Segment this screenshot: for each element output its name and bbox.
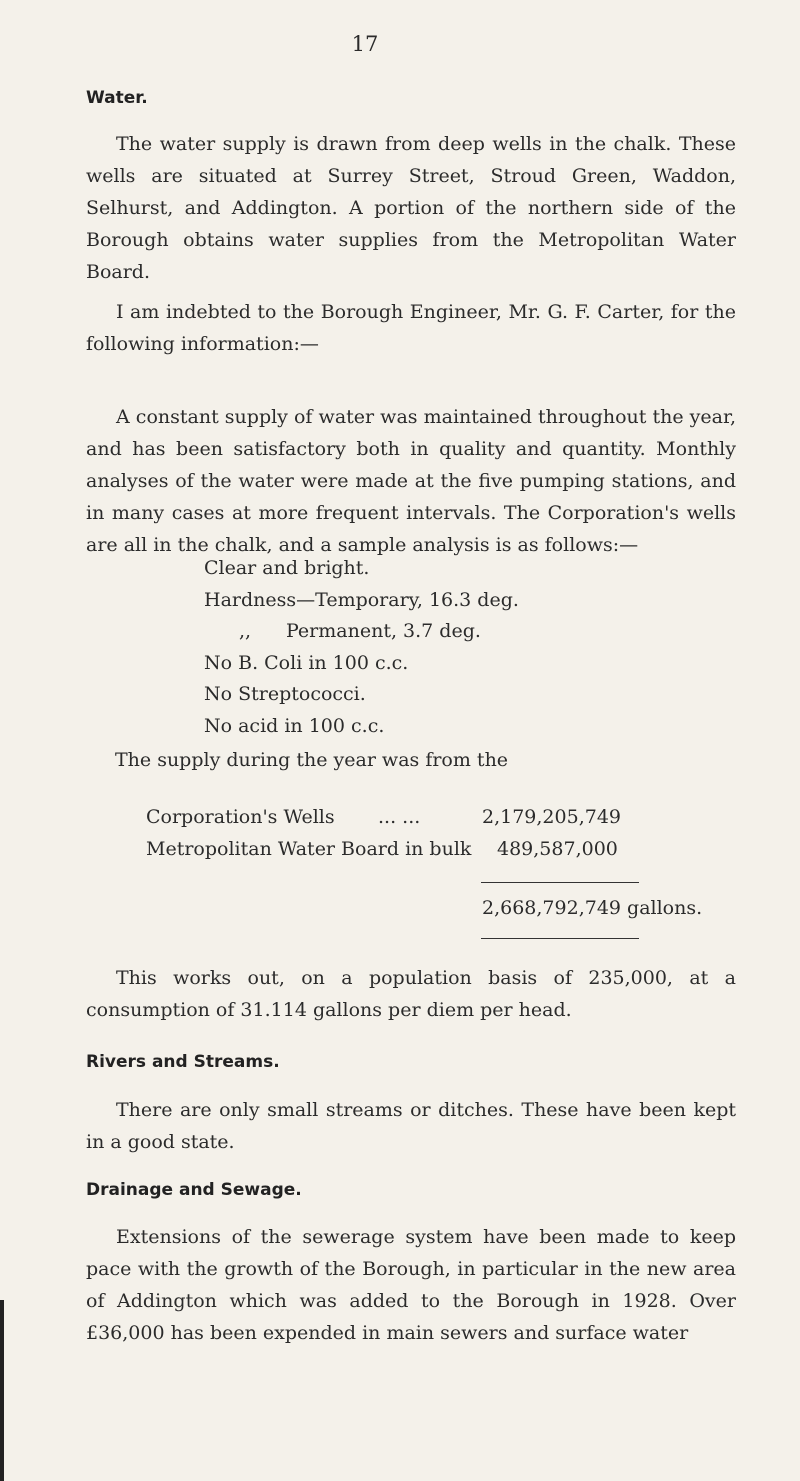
supply-row-1-label: Corporation's Wells — [146, 806, 335, 828]
water-paragraph-1-text: The water supply is drawn from deep wells in the chalk. These wells are situated at Surrey Street, Stroud Green, Waddon, Selhurst, and Addington. A portion of the northern side of the Borough obtains water supplies from the Metropolitan Water Board. — [86, 133, 736, 283]
supply-row-1-value: 2,179,205,749 — [482, 806, 622, 828]
sample-analysis-list — [204, 553, 519, 742]
page-number: 17 — [351, 32, 379, 56]
analysis-coli: No B. Coli in 100 c.c. — [204, 651, 409, 674]
water-paragraph-2-text: I am indebted to the Borough Engineer, Mr. G. F. Carter, for the following information:— — [86, 301, 736, 355]
rivers-text: There are only small streams or ditches. These have been kept in a good state. — [86, 1099, 736, 1153]
drainage-heading: Drainage and Sewage. — [86, 1180, 302, 1200]
analysis-acid: No acid in 100 c.c. — [204, 714, 385, 737]
sum-rule-bottom — [481, 938, 639, 939]
analysis-clear: Clear and bright. — [204, 557, 370, 579]
scan-edge-shadow — [0, 1300, 4, 1481]
sum-rule-top — [481, 882, 639, 883]
supply-row-1-leader: ... ... — [378, 806, 421, 828]
water-paragraph-3-text: A constant supply of water was maintained throughout the year, and has been satisfactory both in quality and quantity. Monthly analyses of the water were made at the five pumping stations, and in many cases at more frequent intervals. The Corporation's wells are all in the chalk, and a sample analysis is as follows:— — [86, 406, 736, 556]
water-paragraph-1 — [86, 128, 736, 288]
supply-row-2-label: Metropolitan Water Board in bulk — [146, 838, 472, 860]
supply-total: 2,668,792,749 gallons. — [482, 897, 703, 919]
water-heading: Water. — [86, 88, 148, 108]
consumption-paragraph — [86, 962, 736, 1026]
drainage-paragraph — [86, 1221, 736, 1349]
analysis-hardness-permanent-text: Permanent, 3.7 deg. — [286, 620, 481, 642]
supply-intro: The supply during the year was from the — [115, 749, 509, 771]
drainage-text: Extensions of the sewerage system have been made to keep pace with the growth of the Borough, in particular in the new area of Addington which was added to the Borough in 1928. Over £36,000 has been expended in main sewers and surface water — [86, 1226, 736, 1344]
analysis-hardness-temporary: Hardness—Temporary, 16.3 deg. — [204, 588, 519, 611]
rivers-heading: Rivers and Streams. — [86, 1052, 280, 1072]
water-paragraph-2 — [86, 296, 736, 360]
ditto-mark: ,, — [238, 620, 252, 642]
rivers-paragraph — [86, 1094, 736, 1158]
water-paragraph-3 — [86, 401, 736, 561]
analysis-streptococci: No Streptococci. — [204, 683, 366, 705]
analysis-hardness-permanent — [204, 616, 519, 648]
consumption-text: This works out, on a population basis of 235,000, at a consumption of 31.114 gallons per diem per head. — [86, 967, 736, 1021]
supply-row-2-value: 489,587,000 — [497, 838, 618, 860]
